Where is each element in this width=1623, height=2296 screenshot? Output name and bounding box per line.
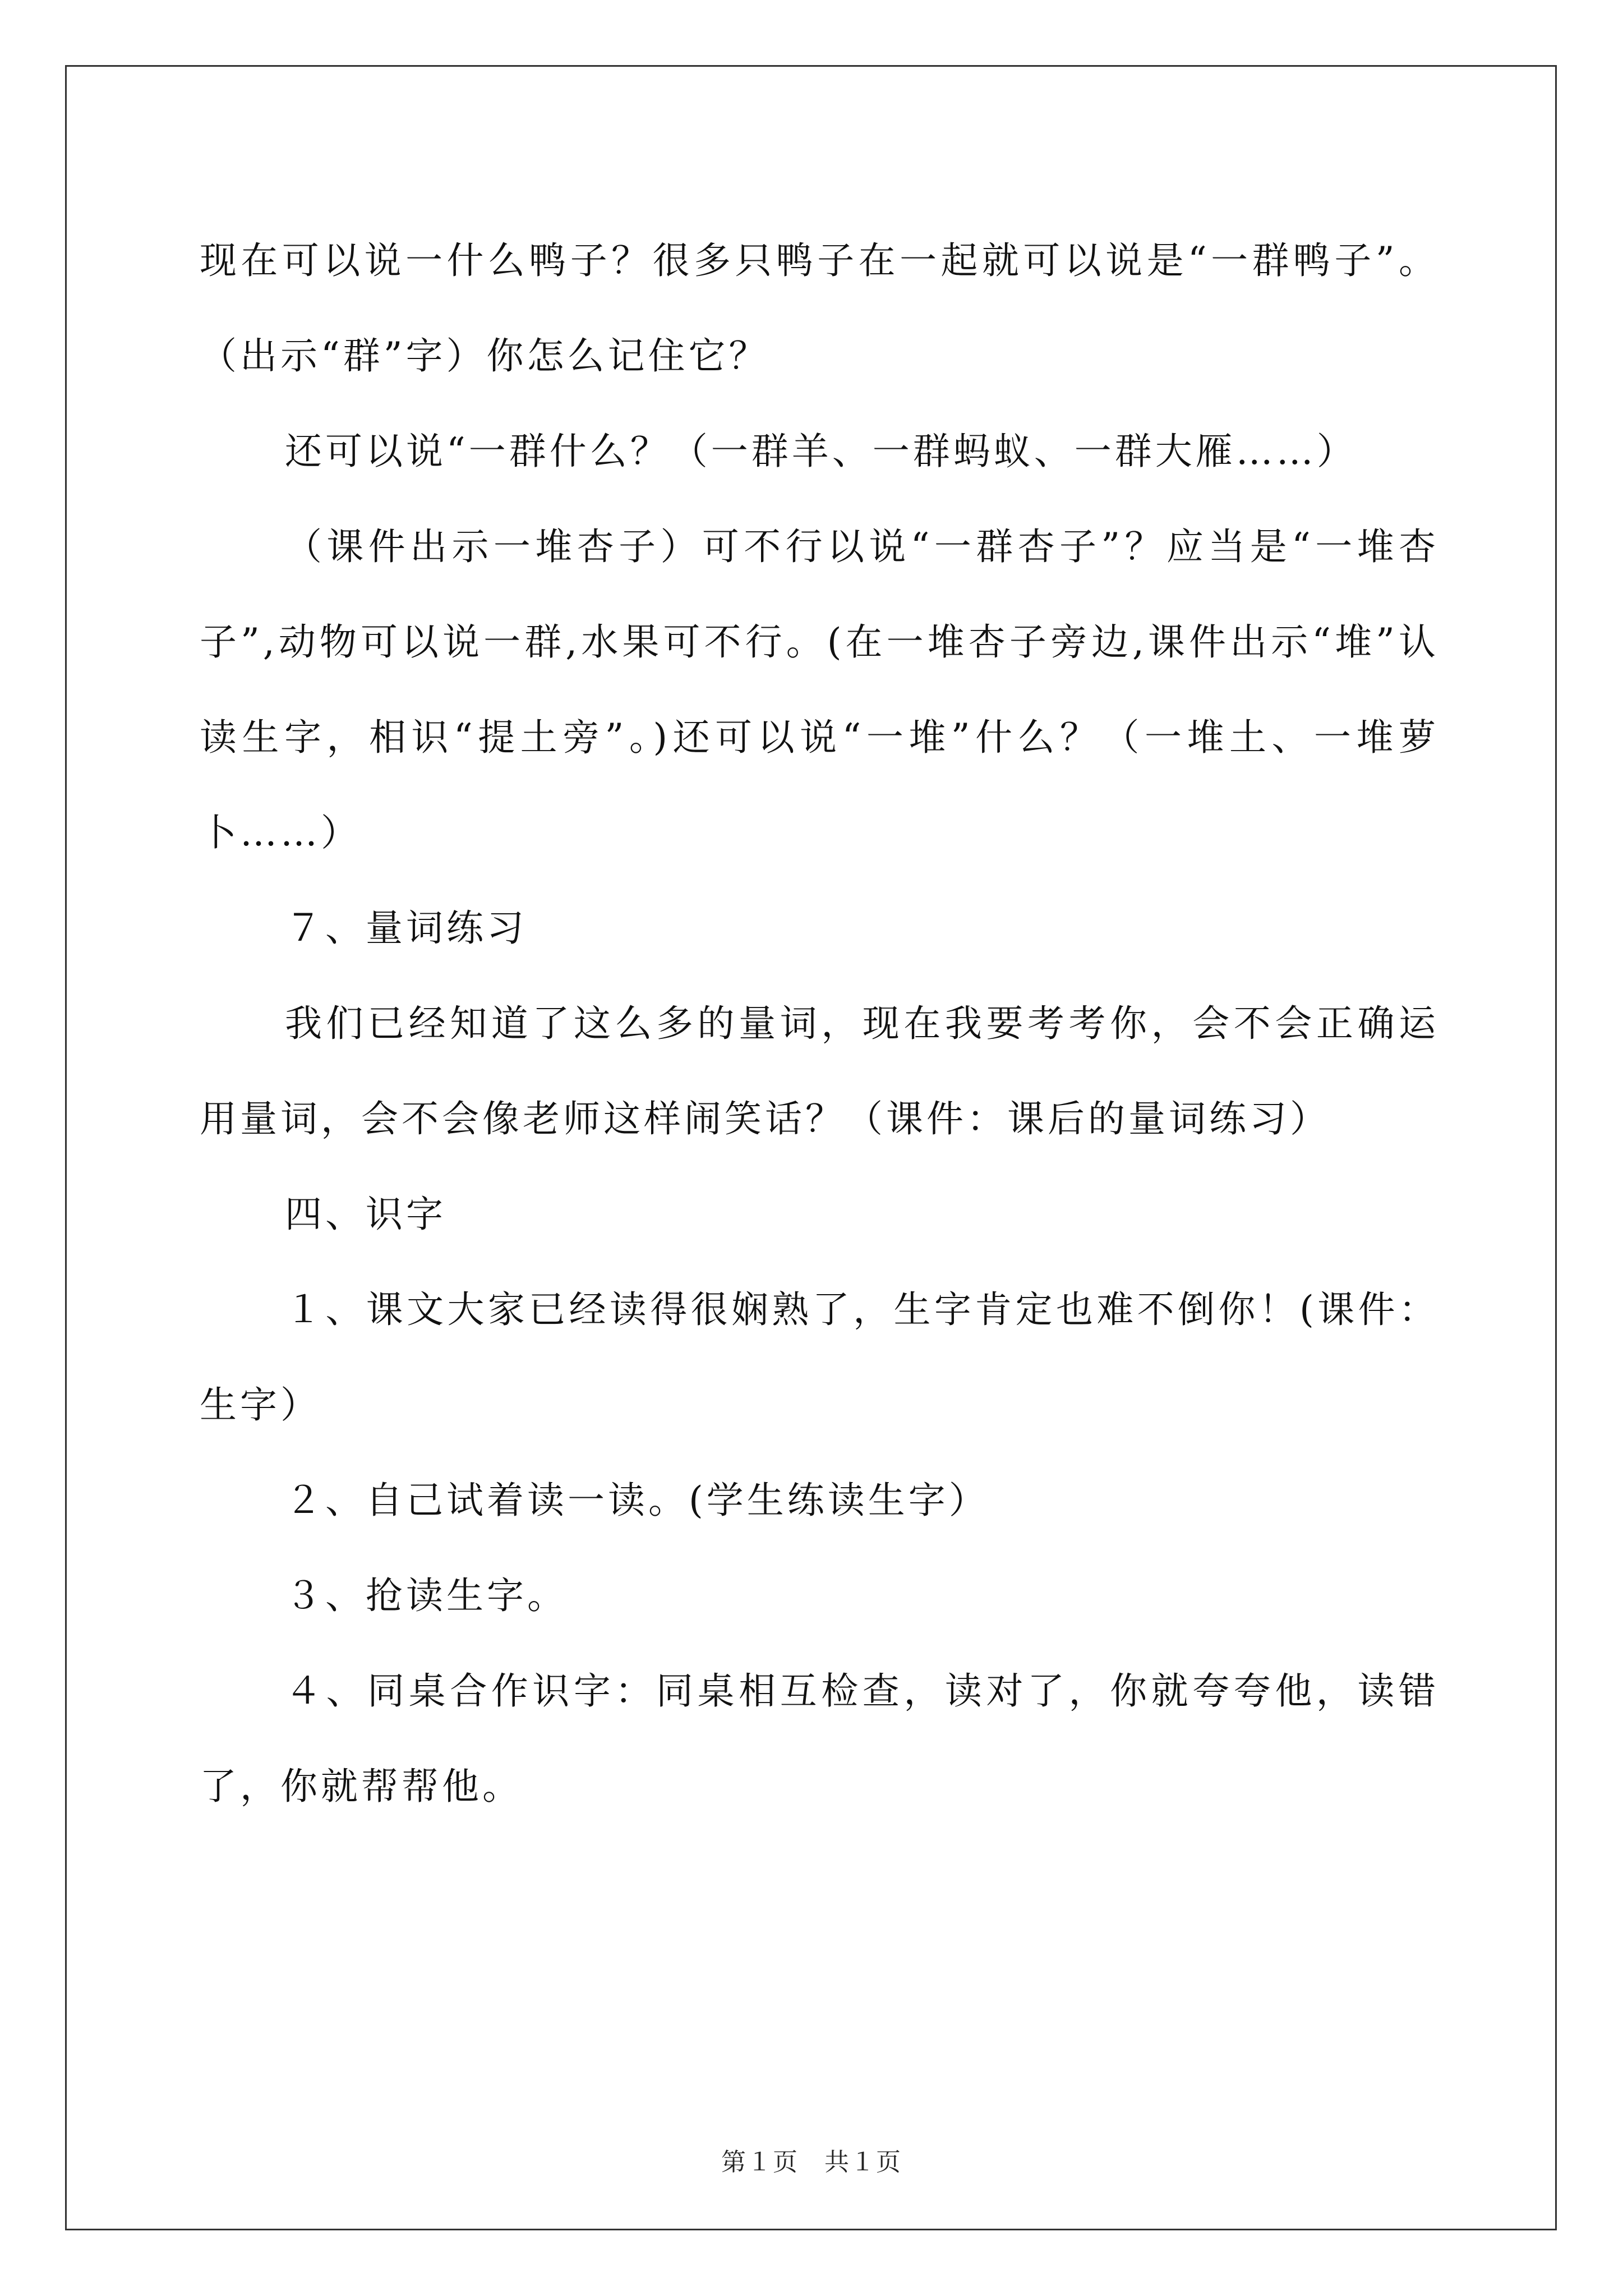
step-2: ２、自己试着读一读。(学生练读生字） [285,1479,989,1522]
paragraph-2: 还可以说“一群什么？（一群羊、一群蚂蚁、一群大雁……） [285,430,1357,473]
paragraph-5: 我们已经知道了这么多的量词，现在我要考考你，会不会正确运用量词，会不会像老师这样闹笑话？（课件：课后的量词练习） [200,1002,1439,1140]
step-3: ３、抢读生字。 [285,1574,568,1617]
paragraph-3: （课件出示一堆杏子）可不行以说“一群杏子”？应当是“一堆杏子”,动物可以说一群,水果可不行。(在一堆杏子旁边,课件出示“堆”认读生字，相识“提土旁”。)还可以说“一堆”什么？（一堆土、一堆萝卜……） [200,525,1439,854]
section-heading-literacy: 四、识字 [285,1193,446,1236]
page-number-footer: 第１页 共１页 [721,2148,902,2177]
document-body [200,213,1439,1834]
section-heading-quantifier-practice: ７、量词练习 [285,907,527,950]
step-1: １、课文大家已经读得很娴熟了，生字肯定也难不倒你！(课件：生字） [200,1288,1439,1427]
paragraph-1: 现在可以说一什么鸭子？很多只鸭子在一起就可以说是“一群鸭子”。（出示“群”字）你怎么记住它？ [200,239,1439,378]
step-4: ４、同桌合作识字：同桌相互检查，读对了，你就夸夸他，读错了，你就帮帮他。 [200,1669,1439,1808]
